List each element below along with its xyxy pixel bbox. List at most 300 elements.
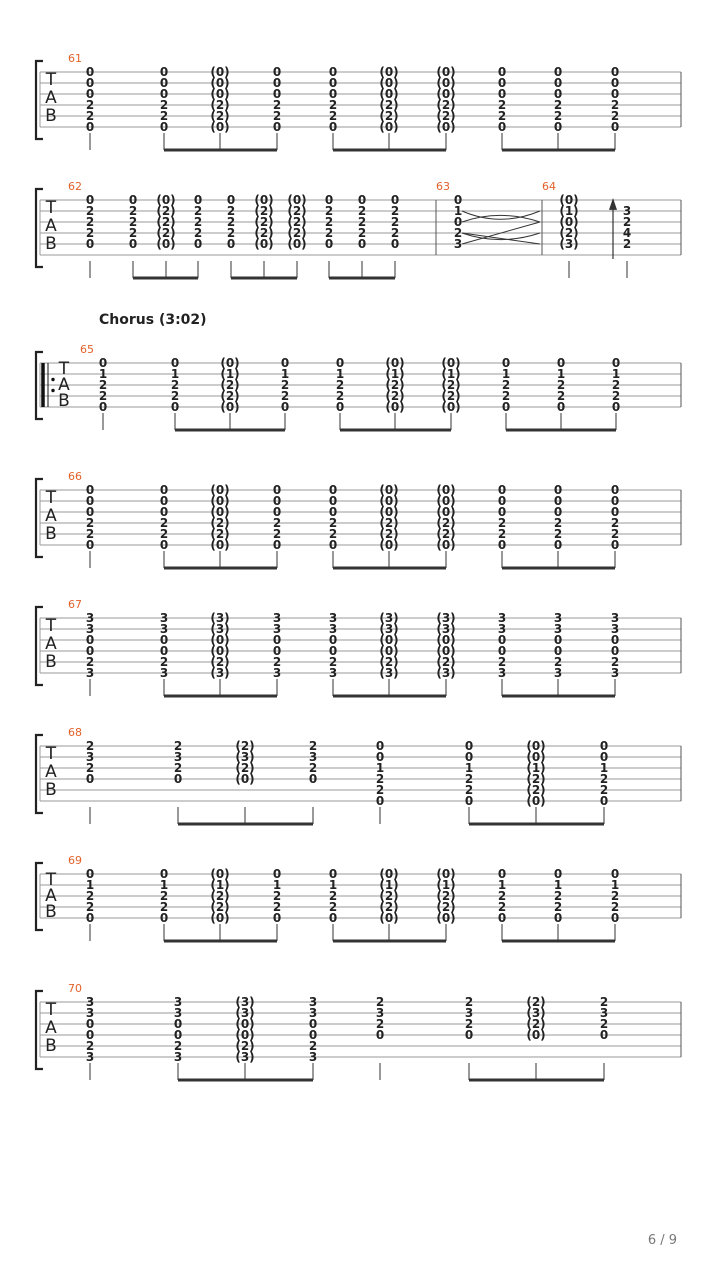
fret-number: (2) — [379, 516, 399, 530]
fret-number: 0 — [328, 76, 338, 90]
fret-number: 2 — [159, 98, 169, 112]
measure-number: 66 — [68, 470, 82, 483]
fret-number: 0 — [280, 356, 290, 370]
fret-number: 3 — [497, 666, 507, 680]
fret-number: (1) — [441, 367, 461, 381]
fret-number: (2) — [379, 900, 399, 914]
fret-number: (2) — [441, 378, 461, 392]
fret-number: 0 — [98, 400, 108, 414]
fret-number: 2 — [308, 1039, 318, 1053]
fret-number: 2 — [159, 900, 169, 914]
fret-number: 2 — [610, 109, 620, 123]
fret-number: 2 — [453, 226, 463, 240]
fret-number: 0 — [328, 633, 338, 647]
fret-number: 0 — [610, 644, 620, 658]
fret-number: 2 — [98, 389, 108, 403]
fret-number: (0) — [210, 538, 230, 552]
fret-number: 2 — [553, 900, 563, 914]
fret-number: (0) — [220, 400, 240, 414]
fret-number: 2 — [599, 783, 609, 797]
fret-number: (3) — [379, 666, 399, 680]
fret-number: 0 — [272, 120, 282, 134]
fret-number: (0) — [210, 911, 230, 925]
fret-number: (0) — [526, 1028, 546, 1042]
fret-number: (3) — [210, 622, 230, 636]
fret-number: 0 — [85, 193, 95, 207]
fret-number: 2 — [553, 527, 563, 541]
fret-number: 2 — [556, 389, 566, 403]
fret-number: (2) — [156, 215, 176, 229]
fret-number: 3 — [173, 1050, 183, 1064]
fret-number: 0 — [464, 1028, 474, 1042]
fret-number: 0 — [375, 739, 385, 753]
fret-number: 0 — [553, 494, 563, 508]
fret-number: (0) — [526, 739, 546, 753]
fret-number: 0 — [497, 65, 507, 79]
fret-number: 2 — [335, 389, 345, 403]
fret-number: 2 — [159, 109, 169, 123]
fret-number: 3 — [328, 666, 338, 680]
fret-number: (0) — [210, 483, 230, 497]
fret-number: 2 — [328, 98, 338, 112]
fret-number: 3 — [497, 611, 507, 625]
fret-number: (2) — [254, 226, 274, 240]
fret-number: 1 — [611, 367, 621, 381]
fret-number: 0 — [324, 193, 334, 207]
fret-number: (3) — [379, 622, 399, 636]
fret-number: 0 — [170, 356, 180, 370]
fret-number: 1 — [610, 878, 620, 892]
fret-number: 0 — [328, 644, 338, 658]
fret-number: 0 — [335, 356, 345, 370]
fret-number: (0) — [210, 505, 230, 519]
fret-number: 0 — [375, 750, 385, 764]
tab-clef-letter: T — [45, 488, 57, 508]
tab-clef-letter: B — [45, 1036, 57, 1056]
fret-number: (2) — [379, 655, 399, 669]
fret-number: 3 — [173, 750, 183, 764]
fret-number: 2 — [128, 226, 138, 240]
fret-number: 0 — [610, 120, 620, 134]
measure-number: 63 — [436, 180, 450, 193]
fret-number: (3) — [436, 666, 456, 680]
fret-number: (2) — [210, 527, 230, 541]
fret-number: 0 — [98, 356, 108, 370]
measure-number: 65 — [80, 343, 94, 356]
fret-number: 3 — [610, 666, 620, 680]
fret-number: 0 — [272, 494, 282, 508]
fret-number: (0) — [379, 505, 399, 519]
fret-number: 2 — [390, 215, 400, 229]
fret-number: (2) — [526, 1017, 546, 1031]
fret-number: (1) — [385, 367, 405, 381]
fret-number: 2 — [170, 389, 180, 403]
fret-number: 2 — [173, 761, 183, 775]
fret-number: (2) — [436, 900, 456, 914]
fret-number: 1 — [170, 367, 180, 381]
fret-number: (3) — [235, 750, 255, 764]
fret-number: (2) — [436, 109, 456, 123]
fret-number: 0 — [328, 505, 338, 519]
fret-number: 2 — [599, 1017, 609, 1031]
fret-number: 0 — [497, 867, 507, 881]
fret-number: 0 — [85, 237, 95, 251]
fret-number: (0) — [287, 193, 307, 207]
fret-number: 0 — [453, 193, 463, 207]
fret-number: 0 — [553, 505, 563, 519]
fret-number: 2 — [599, 772, 609, 786]
fret-number: (2) — [156, 204, 176, 218]
fret-number: 0 — [159, 483, 169, 497]
fret-number: 2 — [357, 215, 367, 229]
fret-number: 0 — [159, 505, 169, 519]
fret-number: 0 — [308, 772, 318, 786]
section-label: Chorus (3:02) — [99, 312, 207, 328]
fret-number: 0 — [272, 505, 282, 519]
fret-number: 0 — [159, 76, 169, 90]
fret-number: (0) — [379, 538, 399, 552]
fret-number: (0) — [287, 237, 307, 251]
fret-number: 0 — [328, 911, 338, 925]
fret-number: (2) — [220, 389, 240, 403]
fret-number: 1 — [335, 367, 345, 381]
fret-number: 3 — [308, 750, 318, 764]
fret-number: (2) — [436, 98, 456, 112]
fret-number: 0 — [390, 237, 400, 251]
tab-clef-letter: A — [58, 375, 70, 395]
fret-number: 2 — [85, 1039, 95, 1053]
fret-number: 0 — [497, 120, 507, 134]
fret-number: (0) — [436, 538, 456, 552]
fret-number: (0) — [379, 867, 399, 881]
tab-clef-letter: T — [58, 359, 70, 379]
tab-clef-letter: A — [45, 634, 57, 654]
fret-number: 1 — [280, 367, 290, 381]
fret-number: 0 — [611, 400, 621, 414]
fret-number: (0) — [436, 505, 456, 519]
fret-number: (3) — [559, 237, 579, 251]
fret-number: 0 — [85, 120, 95, 134]
fret-number: 0 — [85, 65, 95, 79]
fret-number: (1) — [220, 367, 240, 381]
fret-number: 2 — [610, 889, 620, 903]
fret-number: 0 — [501, 356, 511, 370]
fret-number: 2 — [128, 215, 138, 229]
fret-number: 0 — [464, 739, 474, 753]
fret-number: 0 — [272, 644, 282, 658]
fret-number: 0 — [272, 633, 282, 647]
fret-number: 0 — [610, 867, 620, 881]
fret-number: 0 — [85, 867, 95, 881]
fret-number: 2 — [335, 378, 345, 392]
fret-number: 2 — [464, 783, 474, 797]
fret-number: 3 — [173, 1006, 183, 1020]
fret-number: 0 — [173, 1017, 183, 1031]
fret-number: 0 — [610, 494, 620, 508]
fret-number: 2 — [85, 761, 95, 775]
fret-number: 2 — [226, 215, 236, 229]
fret-number: 3 — [272, 666, 282, 680]
tab-clef-letter: B — [45, 652, 57, 672]
fret-number: (2) — [210, 655, 230, 669]
tab-system — [36, 180, 681, 278]
fret-number: (0) — [379, 76, 399, 90]
fret-number: 2 — [501, 378, 511, 392]
fret-number: 0 — [272, 483, 282, 497]
fret-number: (0) — [436, 644, 456, 658]
fret-number: (0) — [379, 65, 399, 79]
fret-number: 2 — [553, 516, 563, 530]
fret-number: 2 — [610, 655, 620, 669]
fret-number: 0 — [85, 538, 95, 552]
fret-number: 2 — [497, 109, 507, 123]
fret-number: (0) — [210, 65, 230, 79]
fret-number: 0 — [128, 237, 138, 251]
fret-number: 2 — [464, 1017, 474, 1031]
fret-number: 1 — [556, 367, 566, 381]
fret-number: (2) — [379, 527, 399, 541]
fret-number: 0 — [497, 483, 507, 497]
fret-number: 3 — [610, 622, 620, 636]
fret-number: 3 — [464, 1006, 474, 1020]
fret-number: 2 — [357, 226, 367, 240]
tab-system — [36, 470, 681, 568]
fret-number: 2 — [599, 995, 609, 1009]
fret-number: 0 — [599, 739, 609, 753]
fret-number: 0 — [159, 538, 169, 552]
tab-clef-letter: A — [45, 506, 57, 526]
fret-number: 0 — [497, 644, 507, 658]
fret-number: (3) — [436, 611, 456, 625]
fret-number: 0 — [497, 76, 507, 90]
fret-number: 0 — [85, 505, 95, 519]
tab-clef-letter: T — [45, 198, 57, 218]
fret-number: (2) — [441, 389, 461, 403]
fret-number: (3) — [210, 666, 230, 680]
fret-number: 2 — [553, 889, 563, 903]
fret-number: (2) — [254, 204, 274, 218]
fret-number: (0) — [436, 633, 456, 647]
fret-number: 0 — [497, 633, 507, 647]
measure-number: 64 — [542, 180, 556, 193]
fret-number: 1 — [599, 761, 609, 775]
fret-number: 0 — [611, 356, 621, 370]
fret-number: (2) — [379, 98, 399, 112]
tab-clef-letter: B — [58, 391, 70, 411]
fret-number: 2 — [375, 1017, 385, 1031]
fret-number: 2 — [553, 109, 563, 123]
fret-number: (3) — [526, 1006, 546, 1020]
fret-number: (0) — [441, 400, 461, 414]
fret-number: 3 — [159, 622, 169, 636]
measure-number: 70 — [68, 982, 82, 995]
fret-number: 0 — [193, 237, 203, 251]
fret-number: 0 — [553, 633, 563, 647]
fret-number: (1) — [526, 761, 546, 775]
fret-number: 3 — [308, 1006, 318, 1020]
fret-number: 0 — [328, 120, 338, 134]
fret-number: 1 — [453, 204, 463, 218]
fret-number: (2) — [379, 109, 399, 123]
fret-number: 0 — [272, 76, 282, 90]
fret-number: 0 — [85, 87, 95, 101]
fret-number: (2) — [210, 889, 230, 903]
fret-number: 2 — [85, 516, 95, 530]
fret-number: (2) — [436, 516, 456, 530]
fret-number: 1 — [501, 367, 511, 381]
fret-number: 0 — [497, 87, 507, 101]
tab-clef-letter: T — [45, 70, 57, 90]
fret-number: 0 — [556, 356, 566, 370]
fret-number: (2) — [385, 389, 405, 403]
fret-number: 0 — [497, 505, 507, 519]
fret-number: 0 — [556, 400, 566, 414]
fret-number: (2) — [220, 378, 240, 392]
fret-number: 0 — [497, 494, 507, 508]
fret-number: 2 — [328, 516, 338, 530]
fret-number: 1 — [497, 878, 507, 892]
fret-number: (0) — [156, 193, 176, 207]
fret-number: 2 — [85, 900, 95, 914]
fret-number: 0 — [553, 120, 563, 134]
fret-number: 0 — [128, 193, 138, 207]
fret-number: 2 — [272, 889, 282, 903]
measure-number: 61 — [68, 52, 82, 65]
fret-number: (0) — [210, 120, 230, 134]
fret-number: (2) — [526, 995, 546, 1009]
fret-number: (2) — [526, 783, 546, 797]
fret-number: 3 — [85, 666, 95, 680]
fret-number: 0 — [173, 772, 183, 786]
fret-number: 3 — [599, 1006, 609, 1020]
fret-number: 0 — [85, 76, 95, 90]
fret-number: (2) — [385, 378, 405, 392]
fret-number: (0) — [379, 120, 399, 134]
fret-number: 0 — [501, 400, 511, 414]
fret-number: 2 — [375, 995, 385, 1009]
fret-number: 2 — [193, 204, 203, 218]
fret-number: 0 — [85, 483, 95, 497]
fret-number: 2 — [280, 389, 290, 403]
fret-number: 0 — [226, 237, 236, 251]
tab-clef-letter: T — [45, 744, 57, 764]
measure-number: 68 — [68, 726, 82, 739]
tab-clef-letter: T — [45, 1000, 57, 1020]
tab-clef-letter: T — [45, 870, 57, 890]
fret-number: 2 — [128, 204, 138, 218]
fret-number: (1) — [559, 204, 579, 218]
tab-clef-letter: A — [45, 88, 57, 108]
fret-number: 2 — [173, 1039, 183, 1053]
tab-clef-letter: B — [45, 780, 57, 800]
fret-number: (2) — [436, 889, 456, 903]
fret-number: (1) — [436, 878, 456, 892]
fret-number: 0 — [610, 87, 620, 101]
fret-number: (0) — [379, 911, 399, 925]
fret-number: 2 — [226, 226, 236, 240]
fret-number: 0 — [280, 400, 290, 414]
fret-number: 2 — [193, 226, 203, 240]
fret-number: 0 — [328, 65, 338, 79]
slide-curve — [462, 233, 540, 244]
fret-number: 0 — [553, 87, 563, 101]
fret-number: 2 — [497, 900, 507, 914]
fret-number: (2) — [254, 215, 274, 229]
fret-number: 0 — [159, 644, 169, 658]
fret-number: 0 — [159, 633, 169, 647]
fret-number: (0) — [441, 356, 461, 370]
fret-number: (0) — [235, 1017, 255, 1031]
fret-number: 2 — [272, 98, 282, 112]
fret-number: 2 — [610, 527, 620, 541]
fret-number: 0 — [272, 538, 282, 552]
tab-clef-letter: A — [45, 216, 57, 236]
fret-number: 1 — [272, 878, 282, 892]
fret-number: 2 — [193, 215, 203, 229]
fret-number: 0 — [610, 633, 620, 647]
fret-number: 2 — [159, 655, 169, 669]
fret-number: 0 — [173, 1028, 183, 1042]
fret-number: 0 — [159, 494, 169, 508]
fret-number: 0 — [553, 644, 563, 658]
fret-number: 2 — [85, 527, 95, 541]
fret-number: 3 — [159, 611, 169, 625]
fret-number: (2) — [436, 655, 456, 669]
fret-number: 0 — [85, 772, 95, 786]
fret-number: 0 — [553, 538, 563, 552]
fret-number: (2) — [235, 761, 255, 775]
fret-number: 3 — [497, 622, 507, 636]
fret-number: (0) — [385, 356, 405, 370]
fret-number: 0 — [335, 400, 345, 414]
fret-number: 2 — [85, 226, 95, 240]
fret-number: 2 — [272, 527, 282, 541]
fret-number: 2 — [611, 378, 621, 392]
fret-number: 2 — [610, 516, 620, 530]
tab-clef-letter: B — [45, 524, 57, 544]
fret-number: 0 — [553, 76, 563, 90]
fret-number: (0) — [210, 867, 230, 881]
fret-number: 2 — [390, 204, 400, 218]
fret-number: 2 — [85, 215, 95, 229]
fret-number: 2 — [497, 98, 507, 112]
fret-number: (0) — [526, 750, 546, 764]
fret-number: 0 — [159, 87, 169, 101]
fret-number: 2 — [497, 655, 507, 669]
fret-number: 2 — [280, 378, 290, 392]
fret-number: (3) — [379, 611, 399, 625]
fret-number: (0) — [436, 76, 456, 90]
fret-number: 2 — [553, 655, 563, 669]
fret-number: 3 — [553, 666, 563, 680]
repeat-dot — [51, 378, 54, 381]
fret-number: 2 — [328, 889, 338, 903]
fret-number: 2 — [464, 995, 474, 1009]
tab-system — [36, 52, 681, 150]
fret-number: (0) — [254, 237, 274, 251]
fret-number: (0) — [235, 1028, 255, 1042]
fret-number: (2) — [156, 226, 176, 240]
fret-number: 0 — [328, 538, 338, 552]
fret-number: 0 — [159, 65, 169, 79]
fret-number: 0 — [390, 193, 400, 207]
fret-number: 1 — [464, 761, 474, 775]
fret-number: 0 — [328, 87, 338, 101]
fret-number: 2 — [226, 204, 236, 218]
fret-number: 1 — [85, 878, 95, 892]
fret-number: 2 — [170, 378, 180, 392]
fret-number: 2 — [308, 761, 318, 775]
